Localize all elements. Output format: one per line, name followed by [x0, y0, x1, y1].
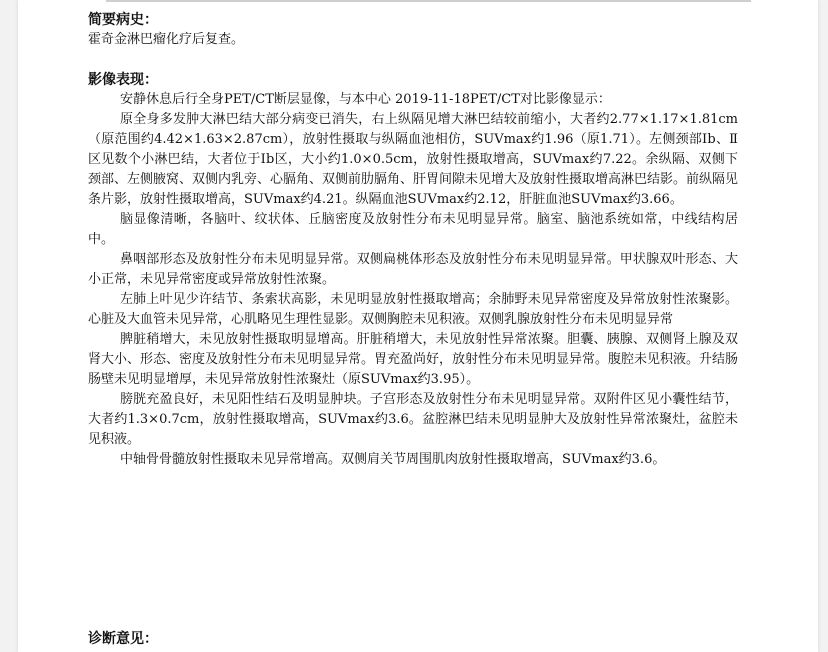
imaging-paragraph-pelvis: 膀胱充盈良好，未见阳性结石及明显肿块。子宫形态及放射性分布未见明显异常。双附件区见小囊性结节，大者约1.3×0.7cm，放射性摄取增高，SUVmax约3.6。盆腔淋巴结未见明显肿大及放射性异常浓聚灶，盆腔未见积液。 [88, 392, 738, 447]
imaging-paragraph-chest: 左肺上叶见少许结节、条索状高影，未见明显放射性摄取增高；余肺野未见异常密度及异常放射性浓聚影。心脏及大血管未见异常，心肌略见生理性显影。双侧胸腔未见积液。双侧乳腺放射性分布未见明显异常 [88, 292, 738, 327]
imaging-paragraph-abdomen: 脾脏稍增大，未见放射性摄取明显增高。肝脏稍增大，未见放射性异常浓聚。胆囊、胰腺、双侧肾上腺及双肾大小、形态、密度及放射性分布未见明显异常。胃充盈尚好，放射性分布未见明显异常。腹腔未见积液。升结肠肠壁未见明显增厚，未见异常放射性浓聚灶（原SUVmax约3.95）。 [88, 332, 739, 387]
diagnosis-heading: 诊断意见： [88, 631, 158, 647]
top-divider [106, 0, 751, 2]
imaging-paragraph-bone: 中轴骨骨髓放射性摄取未见异常增高。双侧肩关节周围肌肉放射性摄取增高，SUVmax约3.6。 [120, 452, 666, 467]
imaging-paragraph-head-neck: 鼻咽部形态及放射性分布未见明显异常。双侧扁桃体形态及放射性分布未见明显异常。甲状腺双叶形态、大小正常，未见异常密度或异常放射性浓聚。 [88, 252, 738, 287]
imaging-heading: 影像表现： [88, 72, 158, 88]
history-heading: 简要病史： [88, 12, 158, 28]
imaging-paragraph-intro: 安静休息后行全身PET/CT断层显像，与本中心 2019-11-18PET/CT对比影像显示： [120, 92, 611, 107]
section-spacer [88, 50, 738, 70]
history-text: 霍奇金淋巴瘤化疗后复查。 [88, 32, 245, 47]
report-content [88, 10, 738, 470]
imaging-paragraph-brain: 脑显像清晰，各脑叶、纹状体、丘脑密度及放射性分布未见明显异常。脑室、脑池系统如常，中线结构居中。 [88, 212, 738, 247]
imaging-paragraph-lymph-nodes: 原全身多发肿大淋巴结大部分病变已消失，右上纵隔见增大淋巴结较前缩小，大者约2.77×1.17×1.81cm（原范围约4.42×1.63×2.87cm），放射性摄取与纵隔血池相仿，SUVmax约1.96（原1.71）。左侧颈部Ⅰb、Ⅱ区见数个小淋巴结，大者位于Ⅰb区，大小约1.0×0.5cm，放射性摄取增高，SUVmax约7.22。余纵隔、双侧下颈部、左侧腋窝、双侧内乳旁、心膈角、双侧前肋膈角、肝胃间隙未见增大及放射性摄取增高淋巴结影。前纵隔见条片影，放射性摄取增高，SUVmax约4.21。纵隔血池SUVmax约2.12，肝脏血池SUVmax约3.66。 [88, 112, 739, 207]
